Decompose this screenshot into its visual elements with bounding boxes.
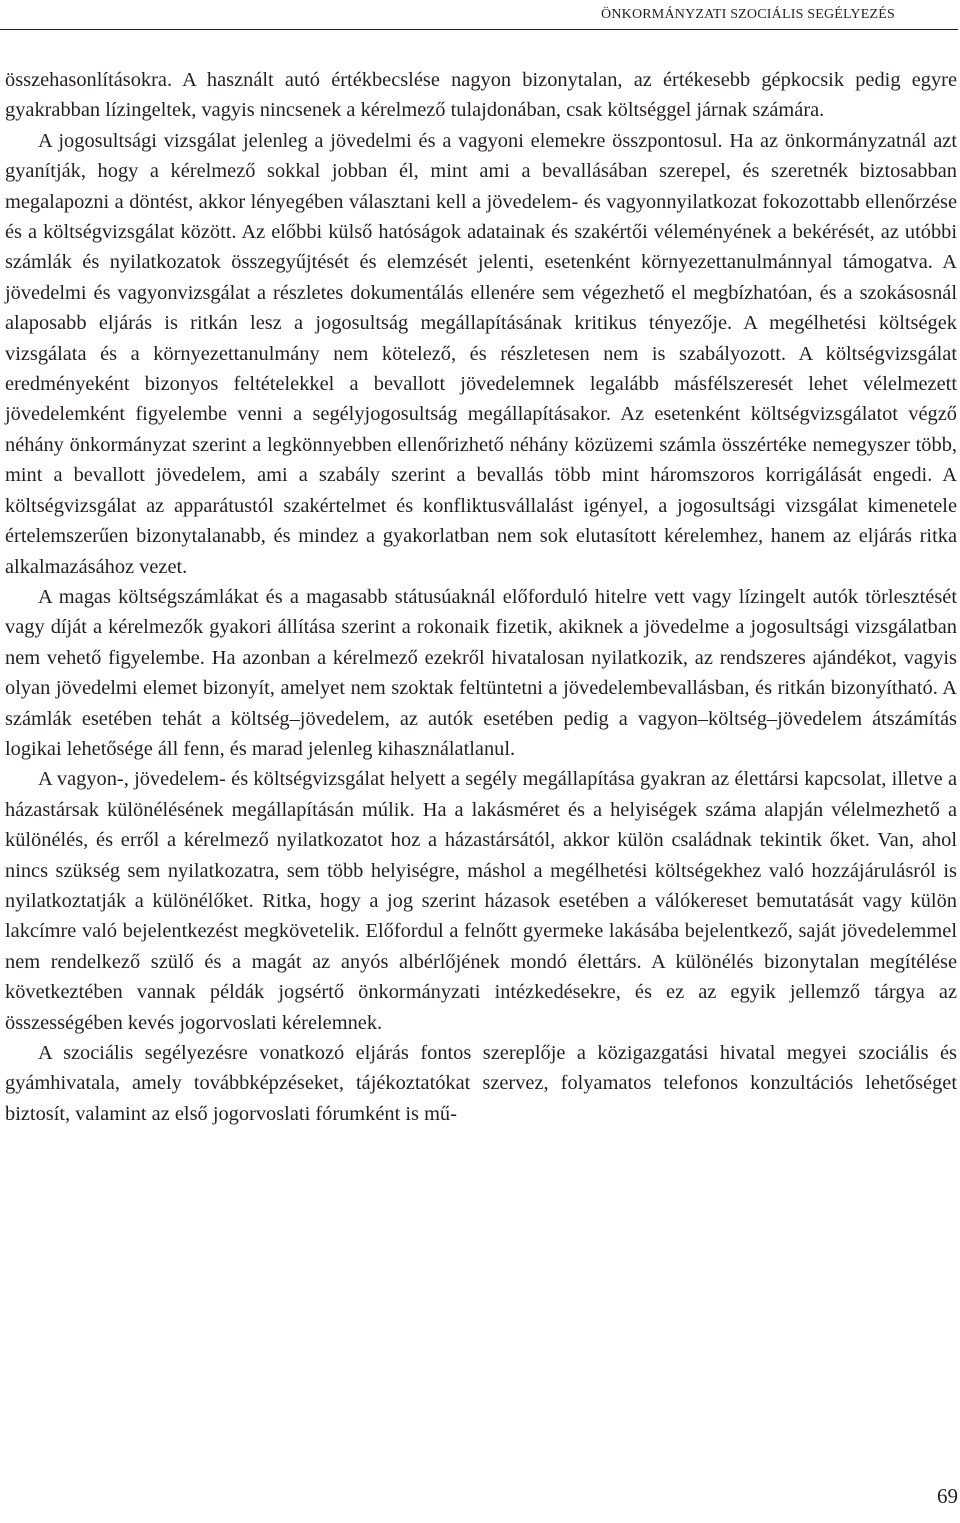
paragraph-cohabitation: A vagyon-, jövedelem- és költségvizsgálat helyett a segély megállapítása gyakran az élettársi kapcsolat, illetve a házastársak különélésének megállapításán múlik. Ha a lakásméret és a helyiségek száma alapján vélelmezhető a különélés, és erről a kérelmező nyilatkozatot hoz a házastársától, akkor külön családnak tekintik őket. Van, ahol nincs szükség sem nyilatkozatra, sem több helyiségre, máshol a megélhetési költségekhez való hozzájárulásról is nyilatkoztatják a különélőket. Ritka, hogy a jog szerint házasok esetében a válókereset bemutatását vagy külön lakcímre való bejelentkezést megkövetelik. Előfordul a felnőtt gyermeke lakásába bejelentkező, saját jövedelemmel nem rendelkező szülő és a magát az anyós albérlőjének mondó élettárs. A különélés bizonytalan megítélése következtében vannak példák jogsértő önkormányzati intézkedésekre, és ez az egyik jellemző tárgya az összességében kevés jogorvoslati kérelemnek. (5, 768, 957, 1034)
page-number: 69 (937, 1484, 958, 1508)
paragraph-high-cost-bills: A magas költségszámlákat és a magasabb státusúaknál előforduló hitelre vett vagy lízingelt autók törlesztését vagy díját a kérelmezők gyakori állítása szerint a rokonaik fizetik, akiknek a jövedelme a jogosultsági vizsgálatban nem vehető figyelembe. Ha azonban a kérelmező ezekről hivatalosan nyilatkozik, az rendszeres ajándékot, vagyis olyan jövedelmi elemet bizonyít, amelyet nem szoktak feltüntetni a jövedelembevallásban, és ritkán bizonyítható. A számlák esetében tehát a költség–jövedelem, az autók esetében pedig a vagyon–költség–jövedelem átszámítás logikai lehetősége áll fenn, és marad jelenleg kihasználatlanul. (5, 585, 957, 760)
running-header (0, 2, 958, 30)
paragraph-continuation: összehasonlításokra. A használt autó értékbecslése nagyon bizonytalan, az értékesebb gépkocsik pedig egyre gyakrabban lízingeltek, vagyis nincsenek a kérelmező tulajdonában, csak költséggel járnak számára. (5, 69, 957, 122)
paragraph-guardianship-office: A szociális segélyezésre vonatkozó eljárás fontos szereplője a közigazgatási hivatal megyei szociális és gyámhivatala, amely továbbképzéseket, tájékoztatókat szervez, folyamatos telefonos konzultációs lehetőséget biztosít, valamint az első jogorvoslati fórumként is mű- (5, 1042, 957, 1125)
paragraph-eligibility-check: A jogosultsági vizsgálat jelenleg a jövedelmi és a vagyoni elemekre összpontosul. Ha az önkormányzatnál azt gyanítják, hogy a kérelmező sokkal jobban él, mint ami a bevallásában szerepel, és szeretnék biztosabban megalapozni a döntést, akkor lényegében választani kell a jövedelem- és vagyonnyilatkozat fokozottabb ellenőrzése és a költségvizsgálat között. Az előbbi külső hatóságok adatainak és szakértői véleményének a bekérését, az utóbbi számlák és nyilatkozatok összegyűjtését és elemzését jelenti, esetenként környezettanulmánnyal támogatva. A jövedelmi és vagyonvizsgálat a részletes dokumentálás ellenére sem végezhető el megbízhatóan, és a szokásosnál alaposabb eljárás is ritkán lesz a jogosultság megállapításának kritikus tényezője. A megélhetési költségek vizsgálata és a környezettanulmány nem kötelező, és részletesen nem is szabályozott. A költségvizsgálat eredményeként bizonyos feltételekkel a bevallott jövedelemnek legalább másfélszeresét lehet vélelmezett jövedelemként figyelembe venni a segélyjogosultság megállapításakor. Az esetenként költségvizsgálatot végző néhány önkormányzat szerint a legkönnyebben ellenőrizhető néhány közüzemi számla összértéke nemegyszer több, mint a bevallott jövedelem, ami a szabály szerint a bevallás több mint háromszoros korrigálását engedi. A költségvizsgálat az apparátustól szakértelmet és konfliktusvállalást igényel, a jogosultsági vizsgálat kimenetele értelemszerűen bizonytalanabb, és mindez a gyakorlatban nem sok elutasított kérelemhez, hanem az eljárás ritka alkalmazásához vezet. (5, 129, 957, 578)
body-text (5, 65, 957, 1129)
running-header-title: ÖNKORMÁNYZATI SZOCIÁLIS SEGÉLYEZÉS (601, 7, 895, 22)
